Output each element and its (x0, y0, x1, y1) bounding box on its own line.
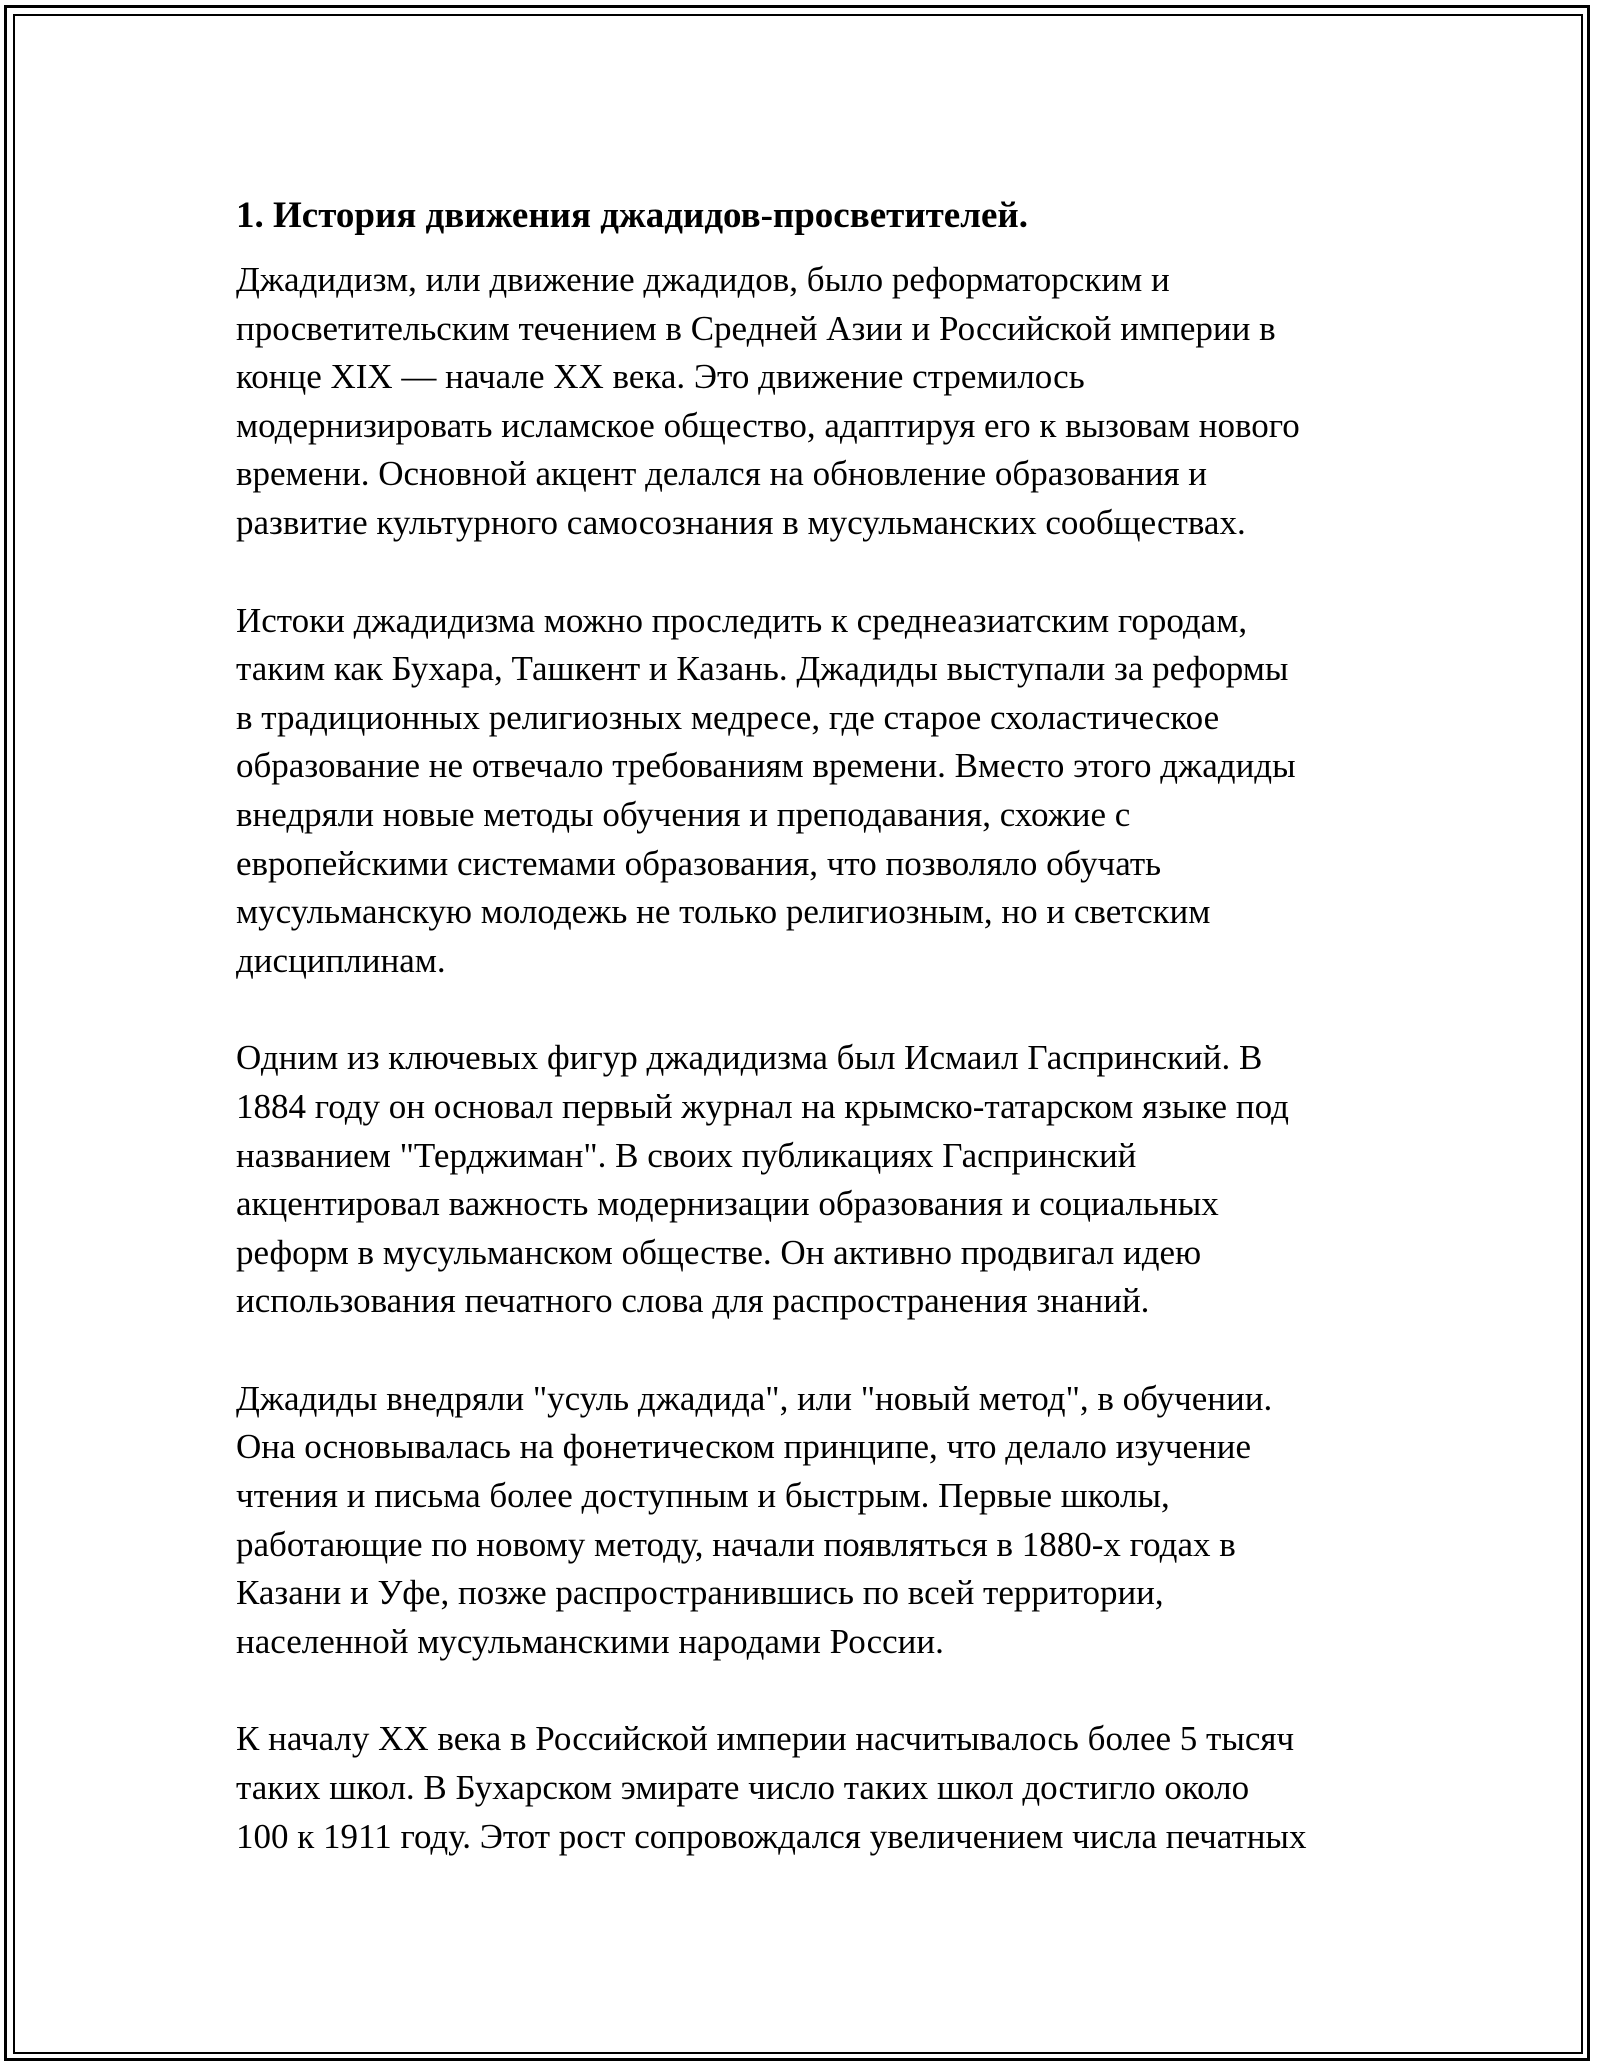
text-line: населенной мусульманскими народами России. (236, 1621, 944, 1661)
text-line: использования печатного слова для распространения знаний. (236, 1281, 1150, 1321)
text-line: реформ в мусульманском обществе. Он активно продвигал идею (236, 1232, 1202, 1272)
text-line: таких школ. В Бухарском эмирате число таких школ достигло около (236, 1768, 1250, 1808)
paragraph-2 (236, 597, 1386, 986)
text-line: Джадиды внедряли "усуль джадида", или "новый метод", в обучении. (236, 1378, 1273, 1418)
text-line: внедряли новые методы обучения и преподавания, схожие с (236, 794, 1131, 834)
text-line: модернизировать исламское общество, адаптируя его к вызовам нового (236, 405, 1300, 445)
paragraph-1 (236, 256, 1386, 548)
text-line: Казани и Уфе, позже распространившись по всей территории, (236, 1573, 1164, 1613)
text-line: Она основывалась на фонетическом принципе, что делало изучение (236, 1427, 1252, 1467)
text-line: Истоки джадидизма можно проследить к среднеазиатским городам, (236, 600, 1248, 640)
text-line: Одним из ключевых фигур джадидизма был Исмаил Гаспринский. В (236, 1038, 1263, 1078)
document-body (236, 188, 1386, 1861)
text-line: 100 к 1911 году. Этот рост сопровождался увеличением числа печатных (236, 1816, 1307, 1856)
text-line: 1884 году он основал первый журнал на крымско-татарском языке под (236, 1086, 1289, 1126)
paragraph-3 (236, 1034, 1386, 1326)
text-line: акцентировал важность модернизации образования и социальных (236, 1184, 1219, 1224)
text-line: мусульманскую молодежь не только религиозным, но и светским (236, 892, 1211, 932)
text-line: в традиционных религиозных медресе, где старое схоластическое (236, 697, 1220, 737)
text-line: просветительским течением в Средней Азии и Российской империи в (236, 308, 1276, 348)
section-title: 1. История движения джадидов-просветителей. (236, 195, 1028, 236)
text-line: Джадидизм, или движение джадидов, было реформаторским и (236, 260, 1170, 299)
text-line: таким как Бухара, Ташкент и Казань. Джадиды выступали за реформы (236, 649, 1289, 689)
text-line: времени. Основной акцент делался на обновление образования и (236, 454, 1208, 494)
text-line: конце XIX — начале XX века. Это движение стремилось (236, 357, 1085, 397)
text-line: образование не отвечало требованиям времени. Вместо этого джадиды (236, 746, 1296, 786)
paragraph-5 (236, 1715, 1386, 1861)
text-line: К началу XX века в Российской империи насчитывалось более 5 тысяч (236, 1719, 1295, 1759)
text-line: чтения и письма более доступным и быстрым. Первые школы, (236, 1476, 1170, 1516)
title-spacer (236, 244, 1386, 256)
text-line: названием "Терджиман". В своих публикациях Гаспринский (236, 1135, 1137, 1175)
text-line: дисциплинам. (236, 940, 446, 980)
text-line: европейскими системами образования, что позволяло обучать (236, 843, 1162, 883)
text-line: развитие культурного самосознания в мусульманских сообществах. (236, 502, 1246, 542)
paragraph-4 (236, 1375, 1386, 1667)
text-line: работающие по новому методу, начали появляться в 1880-х годах в (236, 1524, 1236, 1564)
